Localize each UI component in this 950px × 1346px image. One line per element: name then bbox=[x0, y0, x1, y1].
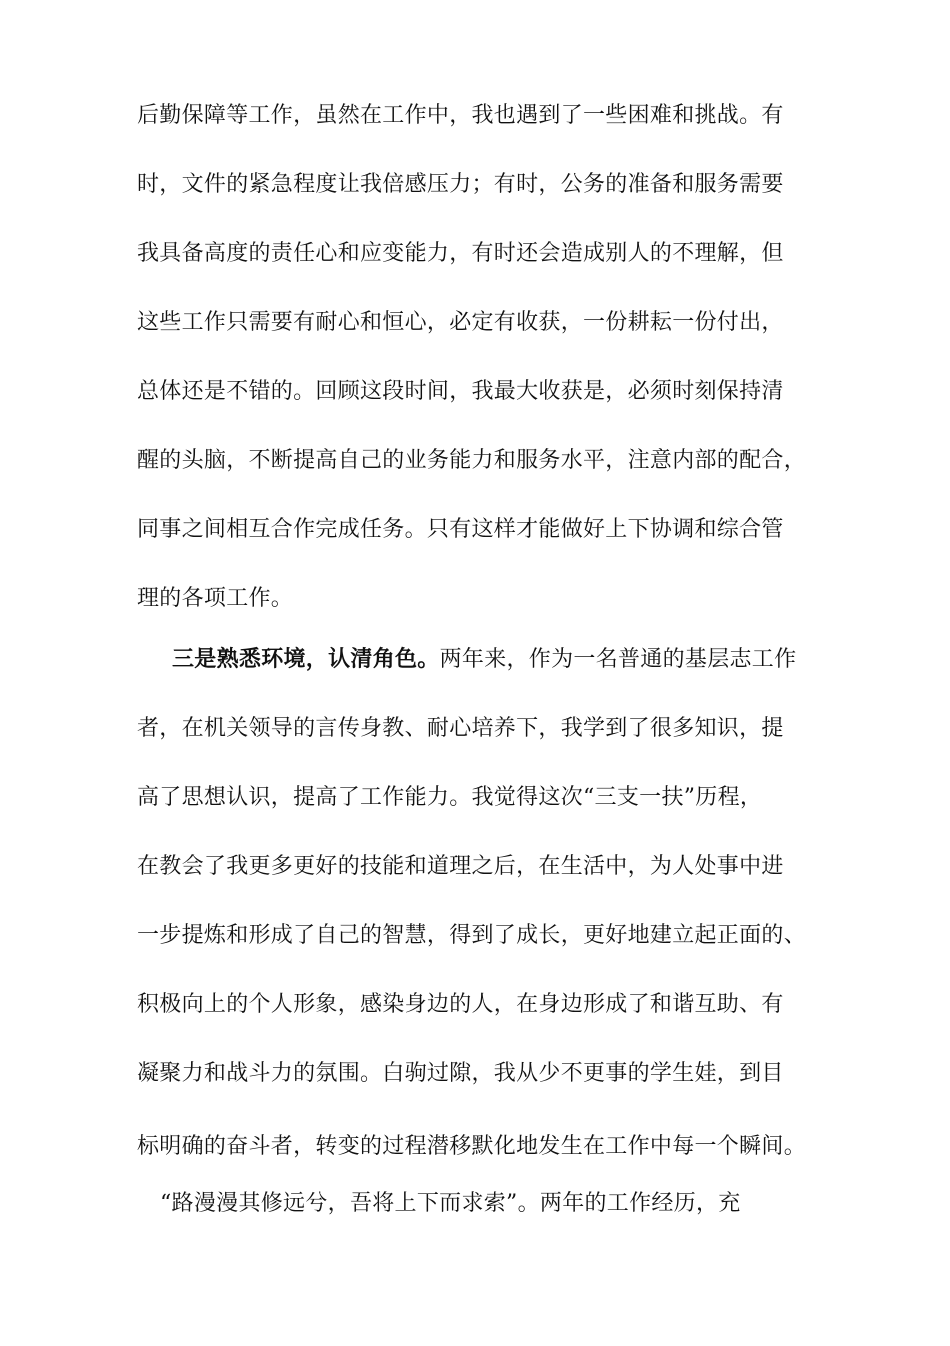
paragraph-1-line-1: 后勤保障等工作，虽然在工作中，我也遇到了一些困难和挑战。有 bbox=[137, 103, 784, 128]
paragraph-2-line-5: 一步提炼和形成了自己的智慧，得到了成长，更好地建立起正面的、 bbox=[137, 923, 807, 948]
paragraph-2-line-7: 凝聚力和战斗力的氛围。白驹过隙，我从少不更事的学生娃，到目 bbox=[137, 1061, 784, 1086]
paragraph-1-line-7: 同事之间相互合作完成任务。只有这样才能做好上下协调和综合管 bbox=[137, 517, 784, 542]
section-heading: 三是熟悉环境，认清角色。 bbox=[172, 647, 440, 672]
paragraph-1-line-4: 这些工作只需要有耐心和恒心，必定有收获，一份耕耘一份付出， bbox=[137, 310, 784, 335]
paragraph-1-line-8: 理的各项工作。 bbox=[137, 586, 294, 611]
paragraph-2-line-3: 高了思想认识，提高了工作能力。我觉得这次“三支一扶”历程， bbox=[137, 785, 763, 810]
paragraph-2-line-2: 者，在机关领导的言传身教、耐心培养下，我学到了很多知识，提 bbox=[137, 716, 784, 741]
paragraph-2-line-1 bbox=[172, 645, 817, 675]
paragraph-2-line-4: 在教会了我更多更好的技能和道理之后，在生活中，为人处事中进 bbox=[137, 854, 784, 879]
paragraph-1-line-6: 醒的头脑，不断提高自己的业务能力和服务水平，注意内部的配合， bbox=[137, 448, 807, 473]
paragraph-3-line-1: “路漫漫其修远兮，吾将上下而求索”。两年的工作经历，充 bbox=[160, 1191, 741, 1216]
paragraph-1-line-3: 我具备高度的责任心和应变能力，有时还会造成别人的不理解，但 bbox=[137, 241, 784, 266]
paragraph-2-line-1-text: 两年来，作为一名普通的基层志工作 bbox=[439, 647, 797, 672]
paragraph-1-line-5: 总体还是不错的。回顾这段时间，我最大收获是，必须时刻保持清 bbox=[137, 379, 784, 404]
paragraph-2-line-6: 积极向上的个人形象，感染身边的人，在身边形成了和谐互助、有 bbox=[137, 992, 784, 1017]
paragraph-1-line-2: 时，文件的紧急程度让我倍感压力；有时，公务的准备和服务需要 bbox=[137, 172, 784, 197]
paragraph-2-line-8: 标明确的奋斗者，转变的过程潜移默化地发生在工作中每一个瞬间。 bbox=[137, 1134, 807, 1159]
